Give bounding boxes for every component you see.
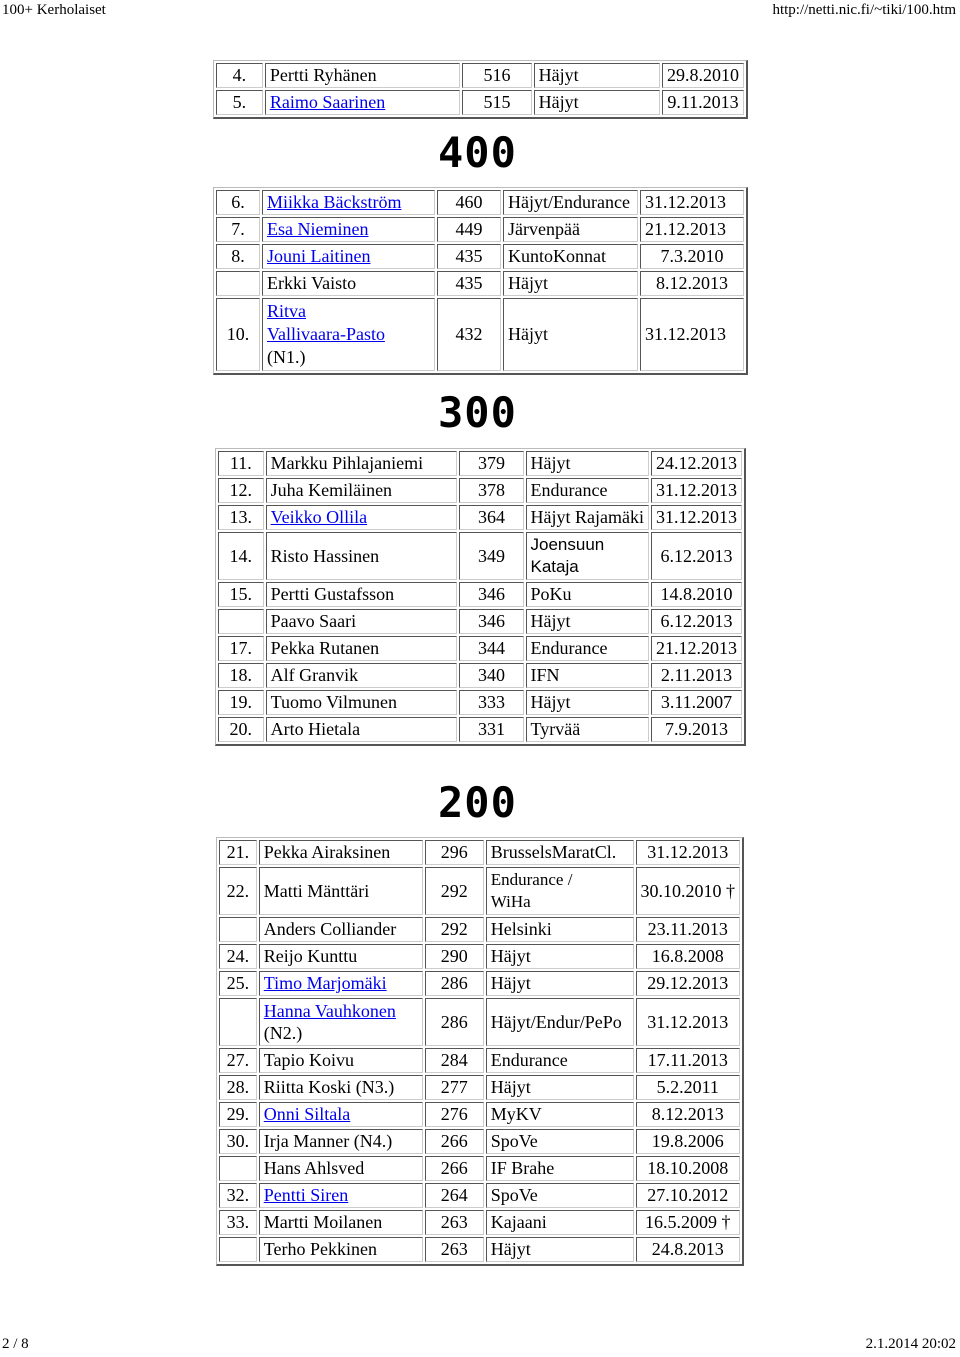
- rank-cell: 33.: [219, 1210, 257, 1235]
- club-cell: Kajaani: [486, 1210, 634, 1235]
- club-cell: Häjyt/Endurance: [503, 190, 638, 215]
- name-cell: Markku Pihlajaniemi: [266, 451, 458, 476]
- date-cell: 6.12.2013: [651, 532, 742, 580]
- rank-cell: 14.: [218, 532, 264, 580]
- points-cell: 284: [425, 1048, 484, 1073]
- date-cell: 31.12.2013: [636, 998, 741, 1046]
- date-cell: 30.10.2010 †: [636, 867, 741, 915]
- person-link[interactable]: Miikka Bäckström: [267, 192, 402, 212]
- points-cell: 346: [459, 609, 523, 634]
- table-row: [219, 1048, 740, 1073]
- page-header-url: http://netti.nic.fi/~tiki/100.htm: [772, 2, 956, 18]
- points-cell: 432: [437, 298, 501, 371]
- table-row: [216, 217, 744, 242]
- name-cell: [262, 190, 435, 215]
- name-cell: [259, 1183, 423, 1208]
- page-number: 2 / 8: [2, 1336, 29, 1352]
- club-cell: Häjyt: [526, 451, 649, 476]
- name-cell: Pekka Rutanen: [266, 636, 458, 661]
- club-cell: Järvenpää: [503, 217, 638, 242]
- name-cell: Riitta Koski (N3.): [259, 1075, 423, 1100]
- date-cell: 8.12.2013: [636, 1102, 741, 1127]
- date-cell: 7.9.2013: [651, 717, 742, 742]
- table-row: [219, 840, 740, 865]
- points-cell: 435: [437, 244, 501, 269]
- date-cell: 21.12.2013: [651, 636, 742, 661]
- table-200: [216, 837, 744, 1266]
- table-row: [219, 1210, 740, 1235]
- name-cell: Terho Pekkinen: [259, 1237, 423, 1262]
- club-cell: Endurance: [526, 478, 649, 503]
- table-row: [218, 636, 742, 661]
- rank-cell: 25.: [219, 971, 257, 996]
- name-cell: Anders Colliander: [259, 917, 423, 942]
- rank-cell: [218, 609, 264, 634]
- points-cell: 515: [462, 90, 531, 115]
- table-row: [216, 244, 744, 269]
- club-cell: BrusselsMaratCl.: [486, 840, 634, 865]
- club-cell: Häjyt: [503, 271, 638, 296]
- rank-cell: 7.: [216, 217, 260, 242]
- date-cell: 9.11.2013: [662, 90, 744, 115]
- person-link[interactable]: Timo Marjomäki: [263, 973, 387, 993]
- club-line-2: Kataja: [530, 557, 579, 576]
- points-cell: 449: [437, 217, 501, 242]
- person-link[interactable]: Jouni Laitinen: [267, 246, 371, 266]
- name-cell: Tuomo Vilmunen: [266, 690, 458, 715]
- points-cell: 266: [425, 1129, 484, 1154]
- club-cell: Häjyt: [486, 1075, 634, 1100]
- rank-cell: 28.: [219, 1075, 257, 1100]
- points-cell: 378: [459, 478, 523, 503]
- table-row: [216, 90, 744, 115]
- rank-cell: 22.: [219, 867, 257, 915]
- table-row: [218, 478, 742, 503]
- club-cell: [486, 867, 634, 915]
- club-cell: Häjyt/Endur/PePo: [486, 998, 634, 1046]
- table-row: [218, 690, 742, 715]
- date-cell: 31.12.2013: [640, 190, 744, 215]
- name-cell: [259, 998, 423, 1046]
- name-cell: [262, 244, 435, 269]
- note-label: (N2.): [263, 1023, 303, 1043]
- points-cell: 263: [425, 1237, 484, 1262]
- rank-cell: 10.: [216, 298, 260, 371]
- person-link[interactable]: Hanna Vauhkonen: [263, 1001, 396, 1021]
- person-link[interactable]: Veikko Ollila: [270, 507, 368, 527]
- date-cell: 2.11.2013: [651, 663, 742, 688]
- section-heading-300: 300: [438, 388, 517, 437]
- date-cell: 18.10.2008: [636, 1156, 741, 1181]
- table-row: [218, 451, 742, 476]
- table-row: [219, 998, 740, 1046]
- club-cell: Häjyt: [526, 609, 649, 634]
- date-cell: 24.8.2013: [636, 1237, 741, 1262]
- rank-cell: [219, 917, 257, 942]
- club-cell: Häjyt: [503, 298, 638, 371]
- name-cell: Pekka Airaksinen: [259, 840, 423, 865]
- club-cell: Häjyt Rajamäki: [526, 505, 649, 530]
- rank-cell: 4.: [216, 63, 263, 88]
- table-row: [219, 917, 740, 942]
- rank-cell: 8.: [216, 244, 260, 269]
- club-line-1: Joensuun: [530, 535, 605, 554]
- table-row: [216, 190, 744, 215]
- date-cell: 8.12.2013: [640, 271, 744, 296]
- club-cell: Häjyt: [486, 971, 634, 996]
- name-cell: [262, 298, 435, 371]
- points-cell: 286: [425, 971, 484, 996]
- name-cell: Tapio Koivu: [259, 1048, 423, 1073]
- table-row: [219, 1102, 740, 1127]
- date-cell: 5.2.2011: [636, 1075, 741, 1100]
- name-cell: Martti Moilanen: [259, 1210, 423, 1235]
- date-cell: 24.12.2013: [651, 451, 742, 476]
- club-cell: Endurance: [526, 636, 649, 661]
- club-line-1: Endurance /: [490, 870, 573, 889]
- date-cell: 23.11.2013: [636, 917, 741, 942]
- rank-cell: 13.: [218, 505, 264, 530]
- person-link[interactable]: [267, 301, 385, 344]
- points-cell: 296: [425, 840, 484, 865]
- rank-cell: [219, 1156, 257, 1181]
- table-row: [218, 609, 742, 634]
- table-row: [216, 63, 744, 88]
- name-cell: [266, 505, 458, 530]
- person-link[interactable]: Raimo Saarinen: [269, 92, 386, 112]
- table-row: [219, 944, 740, 969]
- club-line-2: WiHa: [490, 892, 531, 911]
- points-cell: 264: [425, 1183, 484, 1208]
- table-row: [219, 1237, 740, 1262]
- club-cell: KuntoKonnat: [503, 244, 638, 269]
- points-cell: 340: [459, 663, 523, 688]
- rank-cell: 19.: [218, 690, 264, 715]
- rank-cell: 29.: [219, 1102, 257, 1127]
- table-row: [218, 663, 742, 688]
- date-cell: 16.8.2008: [636, 944, 741, 969]
- date-cell: 31.12.2013: [651, 505, 742, 530]
- points-cell: 516: [462, 63, 531, 88]
- print-datetime: 2.1.2014 20:02: [865, 1336, 956, 1352]
- rank-cell: 18.: [218, 663, 264, 688]
- table-top-500: [213, 60, 748, 119]
- points-cell: 435: [437, 271, 501, 296]
- points-cell: 292: [425, 917, 484, 942]
- name-cell: [259, 971, 423, 996]
- points-cell: 290: [425, 944, 484, 969]
- points-cell: 331: [459, 717, 523, 742]
- person-link[interactable]: Onni Siltala: [263, 1104, 351, 1124]
- name-cell: Reijo Kunttu: [259, 944, 423, 969]
- table-row: [218, 505, 742, 530]
- points-cell: 344: [459, 636, 523, 661]
- date-cell: 21.12.2013: [640, 217, 744, 242]
- person-link[interactable]: Pentti Siren: [263, 1185, 349, 1205]
- name-cell: Alf Granvik: [266, 663, 458, 688]
- name-cell: Risto Hassinen: [266, 532, 458, 580]
- club-cell: Häjyt: [486, 944, 634, 969]
- name-cell: [262, 217, 435, 242]
- club-cell: MyKV: [486, 1102, 634, 1127]
- rank-cell: 11.: [218, 451, 264, 476]
- person-link[interactable]: Esa Nieminen: [267, 219, 369, 239]
- name-cell: Pertti Gustafsson: [266, 582, 458, 607]
- table-row: [219, 1156, 740, 1181]
- table-300: [215, 448, 746, 746]
- name-line-2: Vallivaara-Pasto: [267, 324, 385, 344]
- date-cell: 3.11.2007: [651, 690, 742, 715]
- club-cell: PoKu: [526, 582, 649, 607]
- table-row: [218, 532, 742, 580]
- date-cell: 16.5.2009 †: [636, 1210, 741, 1235]
- club-cell: IF Brahe: [486, 1156, 634, 1181]
- points-cell: 266: [425, 1156, 484, 1181]
- table-row: [216, 271, 744, 296]
- date-cell: 27.10.2012: [636, 1183, 741, 1208]
- date-cell: 6.12.2013: [651, 609, 742, 634]
- name-cell: Juha Kemiläinen: [266, 478, 458, 503]
- table-row: [219, 867, 740, 915]
- page-header-title: 100+ Kerholaiset: [2, 2, 106, 18]
- points-cell: 292: [425, 867, 484, 915]
- table-row: [218, 582, 742, 607]
- club-cell: Häjyt: [486, 1237, 634, 1262]
- club-cell: [526, 532, 649, 580]
- points-cell: 379: [459, 451, 523, 476]
- table-400: [213, 187, 748, 375]
- rank-cell: [219, 1237, 257, 1262]
- rank-cell: 30.: [219, 1129, 257, 1154]
- rank-cell: 27.: [219, 1048, 257, 1073]
- name-cell: Pertti Ryhänen: [265, 63, 461, 88]
- name-cell: Paavo Saari: [266, 609, 458, 634]
- club-cell: IFN: [526, 663, 649, 688]
- club-cell: Häjyt: [534, 63, 660, 88]
- rank-cell: 6.: [216, 190, 260, 215]
- table-row: [219, 1075, 740, 1100]
- points-cell: 277: [425, 1075, 484, 1100]
- table-row: [219, 1129, 740, 1154]
- name-cell: Irja Manner (N4.): [259, 1129, 423, 1154]
- date-cell: 31.12.2013: [640, 298, 744, 371]
- date-cell: 31.12.2013: [636, 840, 741, 865]
- section-heading-400: 400: [438, 128, 517, 177]
- points-cell: 349: [459, 532, 523, 580]
- table-row: [219, 971, 740, 996]
- points-cell: 346: [459, 582, 523, 607]
- table-row: [218, 717, 742, 742]
- rank-cell: 24.: [219, 944, 257, 969]
- date-cell: 17.11.2013: [636, 1048, 741, 1073]
- date-cell: 14.8.2010: [651, 582, 742, 607]
- name-cell: [259, 1102, 423, 1127]
- name-cell: Erkki Vaisto: [262, 271, 435, 296]
- section-heading-200: 200: [438, 778, 517, 827]
- club-cell: Häjyt: [534, 90, 660, 115]
- rank-cell: 17.: [218, 636, 264, 661]
- rank-cell: [216, 271, 260, 296]
- rank-cell: 15.: [218, 582, 264, 607]
- points-cell: 276: [425, 1102, 484, 1127]
- date-cell: 31.12.2013: [651, 478, 742, 503]
- points-cell: 286: [425, 998, 484, 1046]
- rank-cell: 21.: [219, 840, 257, 865]
- date-cell: 29.8.2010: [662, 63, 744, 88]
- club-cell: SpoVe: [486, 1183, 634, 1208]
- name-cell: [265, 90, 461, 115]
- points-cell: 364: [459, 505, 523, 530]
- rank-cell: 5.: [216, 90, 263, 115]
- note-label: (N1.): [267, 347, 306, 367]
- club-cell: Endurance: [486, 1048, 634, 1073]
- rank-cell: [219, 998, 257, 1046]
- name-line-1: Ritva: [267, 301, 306, 321]
- points-cell: 333: [459, 690, 523, 715]
- club-cell: SpoVe: [486, 1129, 634, 1154]
- club-cell: Häjyt: [526, 690, 649, 715]
- rank-cell: 32.: [219, 1183, 257, 1208]
- name-cell: Hans Ahlsved: [259, 1156, 423, 1181]
- date-cell: 19.8.2006: [636, 1129, 741, 1154]
- name-cell: Matti Mänttäri: [259, 867, 423, 915]
- date-cell: 29.12.2013: [636, 971, 741, 996]
- name-cell: Arto Hietala: [266, 717, 458, 742]
- table-row: [219, 1183, 740, 1208]
- points-cell: 263: [425, 1210, 484, 1235]
- points-cell: 460: [437, 190, 501, 215]
- date-cell: 7.3.2010: [640, 244, 744, 269]
- club-cell: Tyrvää: [526, 717, 649, 742]
- club-cell: Helsinki: [486, 917, 634, 942]
- rank-cell: 20.: [218, 717, 264, 742]
- table-row: [216, 298, 744, 371]
- rank-cell: 12.: [218, 478, 264, 503]
